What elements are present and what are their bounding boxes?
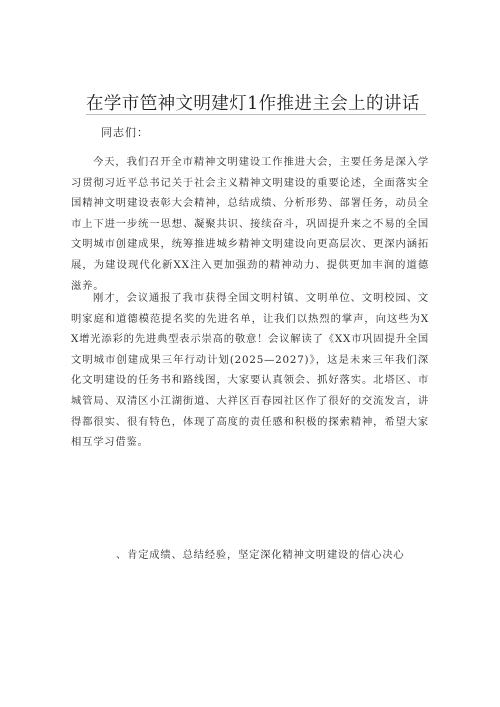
- greeting: 同志们：: [101, 126, 149, 139]
- title-divider: [86, 114, 426, 115]
- paragraph-2: 刚才，会议通报了我市获得全国文明村镇、文明单位、文明校园、文明家庭和道德模范提名奖的先进名单，让我们以热烈的掌声，向这些为XX增光添彩的先进典型表示崇高的敬意！会议解读了《XX市巩固提升全国文明城市创建成果三年行动计划(2025—2027)》，这是未来三年我们深化文明建设的任务书和路线图，大家要认真领会、抓好落实。北塔区、市城管局、双清区小江湖街道、大祥区百春园社区作了很好的交流发言，讲得都很实、很有特色，体现了高度的责任感和积极的探索精神，希望大家相互学习借鉴。: [71, 292, 429, 449]
- document-title: 在学市笆神文明建灯1作推进主会上的讲话: [86, 94, 420, 114]
- section-heading: 、肯定成绩、总结经验，坚定深化精神文明建设的信心决心: [116, 549, 405, 561]
- paragraph-1: 今天，我们召开全市精神文明建设工作推进大会，主要任务是深入学习贯彻习近平总书记关于社会主义精神文明建设的重要论述，全面落实全国精神文明建设表彰大会精神，总结成绩、分析形势、部署任务，动员全市上下进一步统一思想、凝聚共识、接续奋斗，巩固提升来之不易的全国文明城市创建成果，统筹推进城乡精神文明建设向更高层次、更深内涵拓展，为建设现代化新XX注入更加强劲的精神动力、提供更加丰润的道德滋养。: [71, 156, 429, 292]
